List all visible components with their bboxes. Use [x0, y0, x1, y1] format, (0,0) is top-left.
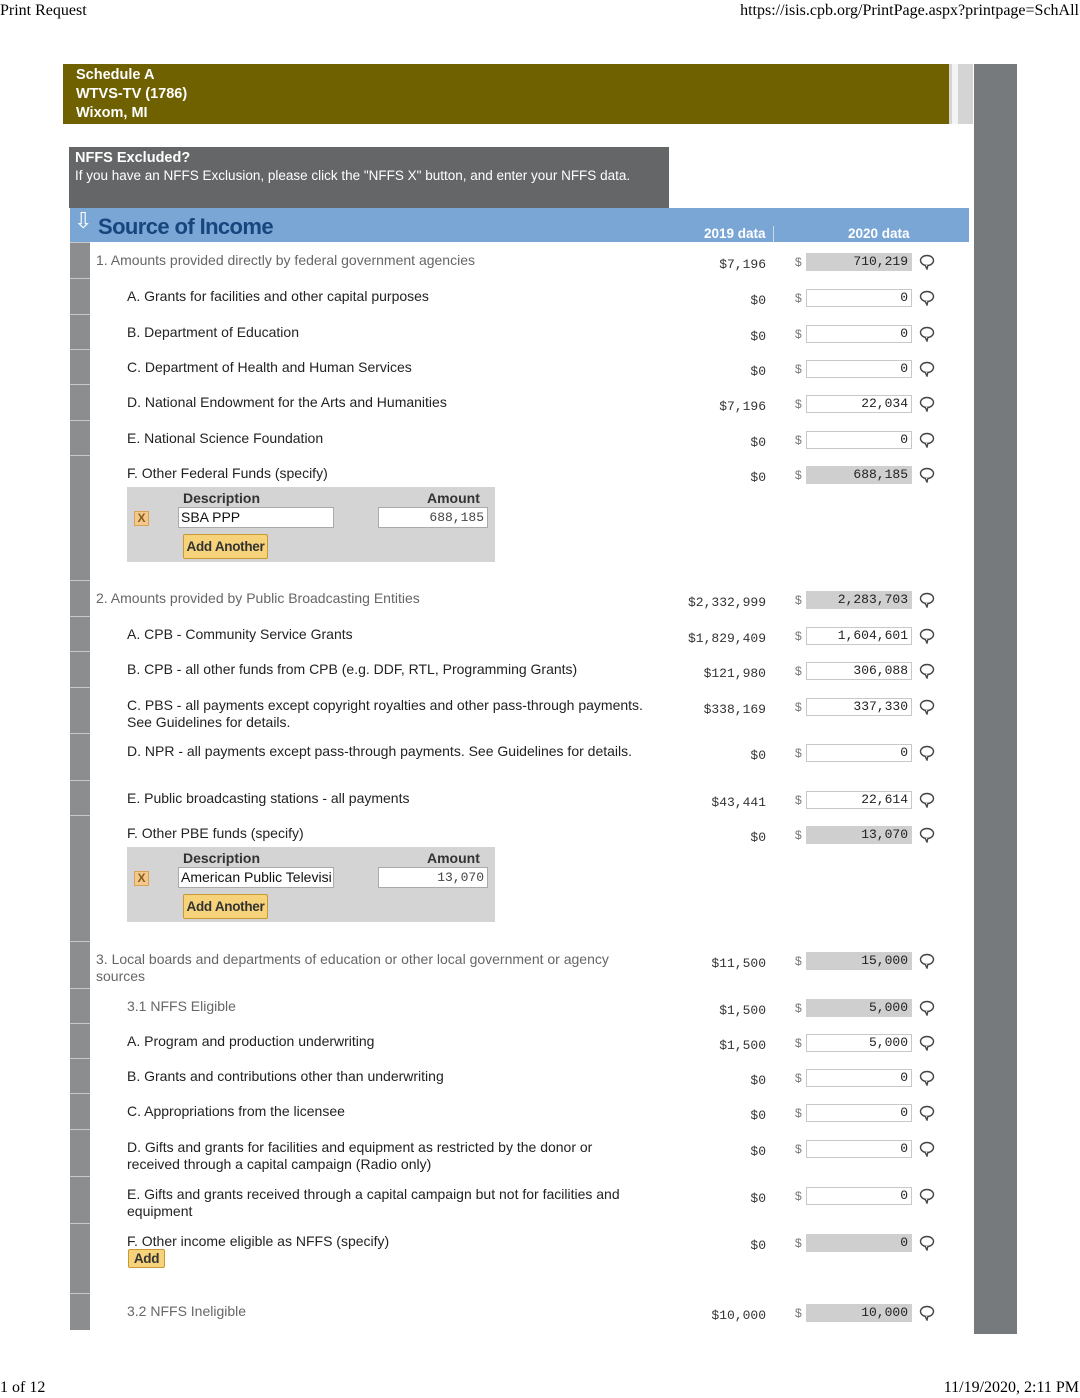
comment-icon[interactable] — [919, 663, 935, 679]
comment-icon[interactable] — [919, 792, 935, 808]
row-handle[interactable] — [70, 580, 90, 616]
row-label: D. National Endowment for the Arts and Humanities — [127, 394, 447, 410]
value-2020-input[interactable]: 0 — [806, 1187, 912, 1205]
dollar-sign: $ — [795, 327, 802, 341]
dollar-sign: $ — [795, 1189, 802, 1203]
comment-icon[interactable] — [919, 361, 935, 377]
remove-item-button[interactable]: X — [134, 871, 149, 886]
comment-icon[interactable] — [919, 699, 935, 715]
total-2020-field: 5,000 — [806, 999, 912, 1017]
row-handle[interactable] — [70, 349, 90, 384]
row-handle[interactable] — [70, 1293, 90, 1330]
row-label: 2. Amounts provided by Public Broadcasting Entities — [96, 590, 420, 606]
row-label: A. Grants for facilities and other capital purposes — [127, 288, 429, 304]
amount-header: Amount — [427, 490, 480, 506]
row-handle[interactable] — [70, 733, 90, 780]
row-handle[interactable] — [70, 988, 90, 1023]
value-2019: $0 — [750, 830, 766, 845]
value-2019: $338,169 — [703, 702, 766, 717]
station-name: WTVS-TV (1786) — [76, 86, 188, 102]
row-handle[interactable] — [70, 1129, 90, 1176]
row-label: B. Grants and contributions other than underwriting — [127, 1068, 444, 1084]
dollar-sign: $ — [795, 828, 802, 842]
total-2020-field: 710,219 — [806, 253, 912, 271]
row-label: C. PBS - all payments except copyright royalties and other pass-through payments. See Guidelines for details. — [127, 697, 643, 730]
row-handle[interactable] — [70, 616, 90, 651]
row-handle[interactable] — [70, 420, 90, 455]
comment-icon[interactable] — [919, 1305, 935, 1321]
value-2019: $0 — [750, 1238, 766, 1253]
value-2019: $0 — [750, 329, 766, 344]
row-handle[interactable] — [70, 314, 90, 349]
comment-icon[interactable] — [919, 1070, 935, 1086]
description-input[interactable]: SBA PPP — [178, 507, 334, 528]
value-2019: $43,441 — [711, 795, 766, 810]
column-divider — [773, 226, 774, 242]
add-button[interactable]: Add — [128, 1249, 165, 1268]
amount-input[interactable]: 13,070 — [378, 867, 488, 888]
dollar-sign: $ — [795, 1306, 802, 1320]
value-2019: $0 — [750, 1191, 766, 1206]
value-2020-input[interactable]: 0 — [806, 1069, 912, 1087]
nffs-title: NFFS Excluded? — [75, 150, 191, 166]
description-header: Description — [183, 850, 261, 866]
row-handle[interactable] — [70, 1023, 90, 1058]
source-of-income-header — [70, 208, 969, 242]
station-location: Wixom, MI — [76, 105, 148, 121]
value-2019: $0 — [750, 435, 766, 450]
value-2020-input[interactable]: 306,088 — [806, 662, 912, 680]
header-band-divider — [952, 64, 958, 124]
row-label: C. Department of Health and Human Services — [127, 359, 412, 375]
row-handle[interactable] — [70, 941, 90, 988]
row-label: F. Other income eligible as NFFS (specify) — [127, 1233, 390, 1249]
value-2020-input[interactable]: 22,034 — [806, 395, 912, 413]
total-2020-field: 13,070 — [806, 826, 912, 844]
dollar-sign: $ — [795, 1001, 802, 1015]
comment-icon[interactable] — [919, 290, 935, 306]
comment-icon[interactable] — [919, 628, 935, 644]
specify-subform — [127, 847, 495, 922]
dollar-sign: $ — [795, 362, 802, 376]
row-handle[interactable] — [70, 455, 90, 580]
comment-icon[interactable] — [919, 953, 935, 969]
comment-icon[interactable] — [919, 254, 935, 270]
value-2020-input[interactable]: 22,614 — [806, 791, 912, 809]
value-2020-input[interactable]: 0 — [806, 289, 912, 307]
value-2020-input[interactable]: 0 — [806, 431, 912, 449]
row-handle[interactable] — [70, 651, 90, 687]
row-label: A. CPB - Community Service Grants — [127, 626, 353, 642]
row-label: B. Department of Education — [127, 324, 299, 340]
row-handle[interactable] — [70, 1058, 90, 1093]
comment-icon[interactable] — [919, 1188, 935, 1204]
dollar-sign: $ — [795, 433, 802, 447]
value-2020-input[interactable]: 0 — [806, 360, 912, 378]
value-2019: $11,500 — [711, 956, 766, 971]
dollar-sign: $ — [795, 1106, 802, 1120]
comment-icon[interactable] — [919, 1000, 935, 1016]
row-handle[interactable] — [70, 278, 90, 314]
column-header-2020: 2020 data — [848, 226, 910, 241]
row-handle[interactable] — [70, 242, 90, 278]
print-header-url: https://isis.cpb.org/PrintPage.aspx?printpage=SchAll — [740, 2, 1079, 19]
value-2019: $0 — [750, 1144, 766, 1159]
section-title: Source of Income — [98, 214, 273, 239]
comment-icon[interactable] — [919, 827, 935, 843]
value-2020-input[interactable]: 0 — [806, 1104, 912, 1122]
value-2019: $0 — [750, 1108, 766, 1123]
comment-icon[interactable] — [919, 396, 935, 412]
comment-icon[interactable] — [919, 1235, 935, 1251]
row-label: 3.2 NFFS Ineligible — [127, 1303, 247, 1319]
comment-icon[interactable] — [919, 1105, 935, 1121]
total-2020-field: 15,000 — [806, 952, 912, 970]
comment-icon[interactable] — [919, 432, 935, 448]
remove-item-button[interactable]: X — [134, 511, 149, 526]
nffs-description: If you have an NFFS Exclusion, please click the "NFFS X" button, and enter your NFFS data. — [75, 168, 631, 183]
print-header-title: Print Request — [0, 2, 87, 19]
schedule-header — [63, 64, 949, 124]
dollar-sign: $ — [795, 468, 802, 482]
dollar-sign: $ — [795, 255, 802, 269]
row-handle[interactable] — [70, 1176, 90, 1223]
value-2019: $0 — [750, 293, 766, 308]
value-2019: $1,500 — [719, 1003, 766, 1018]
comment-icon[interactable] — [919, 745, 935, 761]
comment-icon[interactable] — [919, 467, 935, 483]
value-2019: $0 — [750, 364, 766, 379]
specify-subform — [127, 487, 495, 562]
dollar-sign: $ — [795, 954, 802, 968]
value-2019: $1,500 — [719, 1038, 766, 1053]
value-2019: $7,196 — [719, 399, 766, 414]
nffs-excluded-panel — [69, 147, 669, 208]
row-label: 1. Amounts provided directly by federal government agencies — [96, 252, 475, 268]
row-handle[interactable] — [70, 1223, 90, 1293]
total-2020-field: 688,185 — [806, 466, 912, 484]
value-2019: $0 — [750, 1073, 766, 1088]
row-label: D. NPR - all payments except pass-through payments. See Guidelines for details. — [127, 743, 633, 759]
dollar-sign: $ — [795, 700, 802, 714]
dollar-sign: $ — [795, 664, 802, 678]
row-label: A. Program and production underwriting — [127, 1033, 375, 1049]
row-handle[interactable] — [70, 687, 90, 733]
value-2019: $0 — [750, 470, 766, 485]
dollar-sign: $ — [795, 1236, 802, 1250]
schedule-title: Schedule A — [76, 67, 155, 83]
value-2020-input[interactable]: 1,604,601 — [806, 627, 912, 645]
dollar-sign: $ — [795, 1142, 802, 1156]
amount-input[interactable]: 688,185 — [378, 507, 488, 528]
value-2019: $10,000 — [711, 1308, 766, 1323]
row-label: D. Gifts and grants for facilities and equipment as restricted by the donor or received through a capital campaign (Radio only) — [127, 1139, 593, 1172]
value-2020-input[interactable]: 0 — [806, 1140, 912, 1158]
amount-header: Amount — [427, 850, 480, 866]
total-2020-field: 10,000 — [806, 1304, 912, 1322]
row-label: E. Gifts and grants received through a capital campaign but not for facilities and equipment — [127, 1186, 620, 1219]
value-2019: $7,196 — [719, 257, 766, 272]
column-header-2019: 2019 data — [704, 226, 766, 241]
comment-icon[interactable] — [919, 326, 935, 342]
dollar-sign: $ — [795, 397, 802, 411]
row-handle[interactable] — [70, 780, 90, 815]
dollar-sign: $ — [795, 1071, 802, 1085]
value-2019: $2,332,999 — [687, 595, 766, 610]
row-label: E. Public broadcasting stations - all payments — [127, 790, 410, 806]
comment-icon[interactable] — [919, 1141, 935, 1157]
total-2020-field: 0 — [806, 1234, 912, 1252]
value-2019: $0 — [750, 748, 766, 763]
row-label: F. Other PBE funds (specify) — [127, 825, 304, 841]
row-label: E. National Science Foundation — [127, 430, 324, 446]
comment-icon[interactable] — [919, 592, 935, 608]
collapse-arrow-icon[interactable]: ⇩ — [74, 208, 93, 233]
value-2019: $121,980 — [703, 666, 766, 681]
print-footer-page: 1 of 12 — [0, 1379, 46, 1396]
right-rail — [974, 64, 1017, 1334]
dollar-sign: $ — [795, 746, 802, 760]
dollar-sign: $ — [795, 629, 802, 643]
value-2020-input[interactable]: 0 — [806, 744, 912, 762]
row-label: F. Other Federal Funds (specify) — [127, 465, 328, 481]
row-handle[interactable] — [70, 384, 90, 420]
dollar-sign: $ — [795, 1036, 802, 1050]
row-label: C. Appropriations from the licensee — [127, 1103, 345, 1119]
row-label: 3.1 NFFS Eligible — [127, 998, 236, 1014]
row-label: 3. Local boards and departments of education or other local government or agency sources — [96, 951, 609, 984]
add-another-button[interactable]: Add Another — [183, 534, 268, 559]
add-another-button[interactable]: Add Another — [183, 894, 268, 919]
total-2020-field: 2,283,703 — [806, 591, 912, 609]
description-header: Description — [183, 490, 261, 506]
dollar-sign: $ — [795, 593, 802, 607]
comment-icon[interactable] — [919, 1035, 935, 1051]
row-handle[interactable] — [70, 1093, 90, 1129]
print-footer-date: 11/19/2020, 2:11 PM — [943, 1379, 1079, 1396]
value-2019: $1,829,409 — [687, 631, 766, 646]
row-label: B. CPB - all other funds from CPB (e.g. DDF, RTL, Programming Grants) — [127, 661, 578, 677]
description-input[interactable]: American Public Televisi — [178, 867, 334, 888]
value-2020-input[interactable]: 0 — [806, 325, 912, 343]
dollar-sign: $ — [795, 793, 802, 807]
value-2020-input[interactable]: 5,000 — [806, 1034, 912, 1052]
row-handle[interactable] — [70, 815, 90, 941]
dollar-sign: $ — [795, 291, 802, 305]
value-2020-input[interactable]: 337,330 — [806, 698, 912, 716]
